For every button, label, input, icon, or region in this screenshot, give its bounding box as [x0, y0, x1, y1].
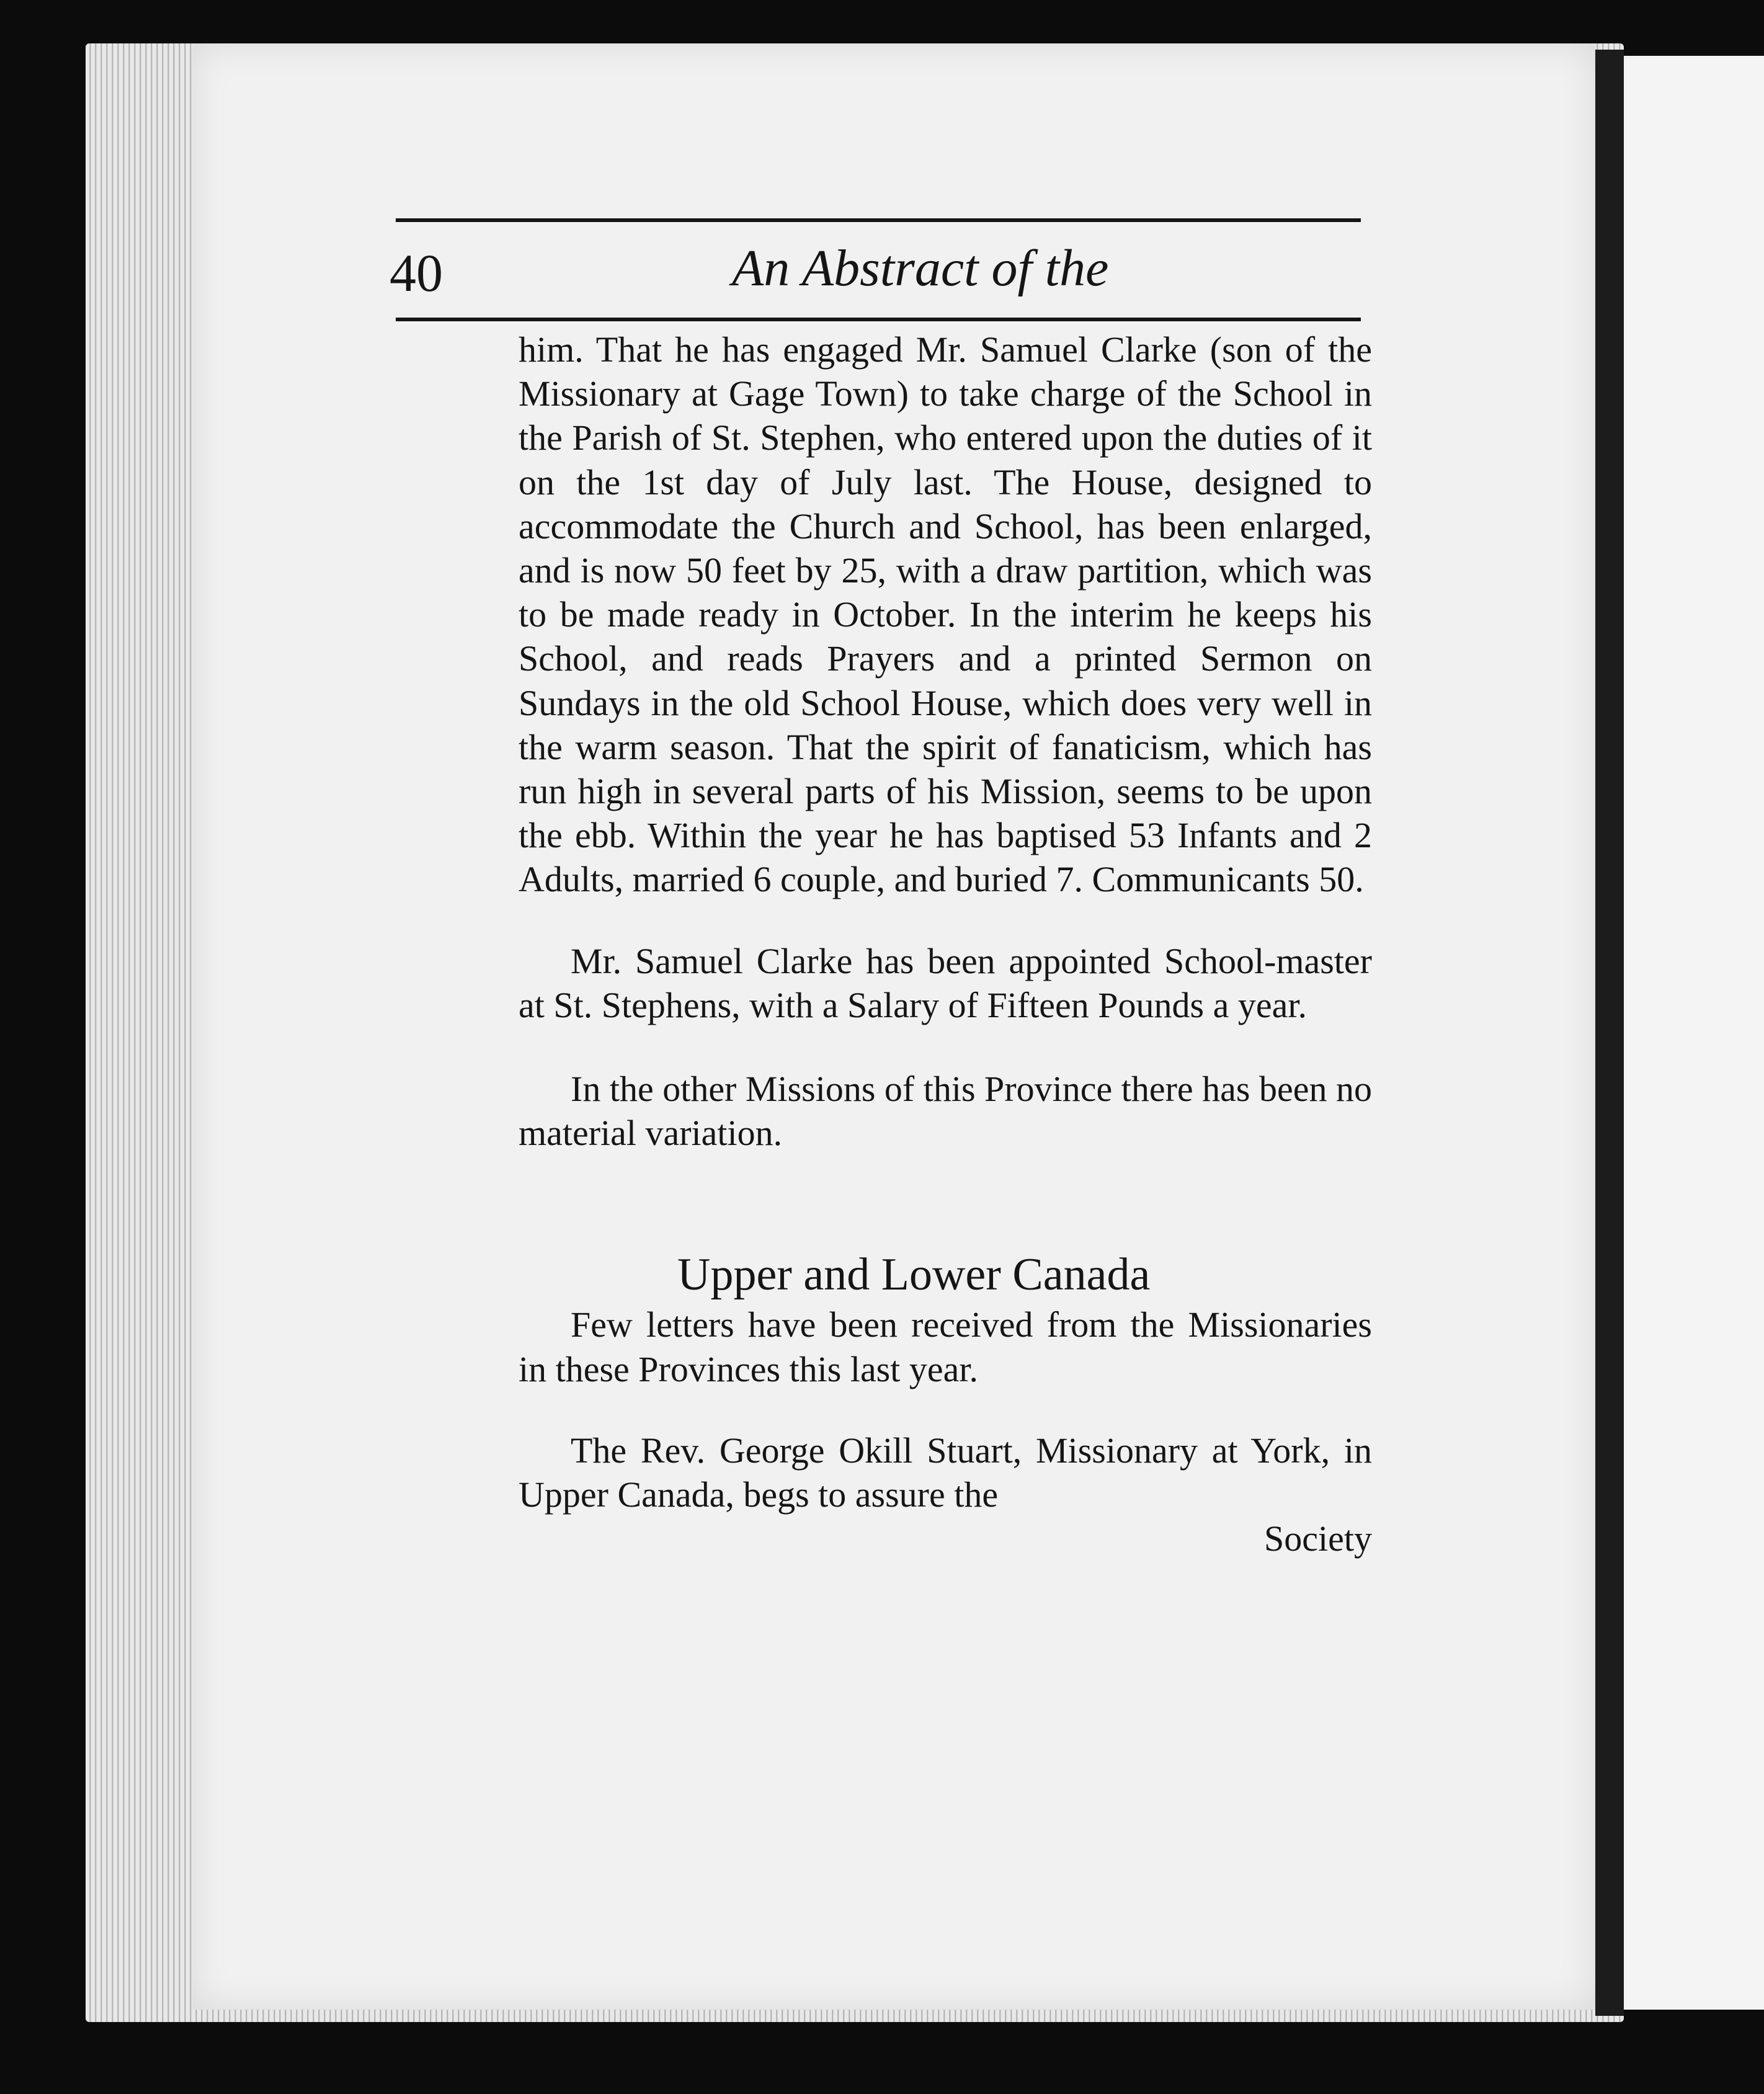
facing-page-edge [1624, 56, 1764, 2010]
running-head: An Abstract of the [732, 239, 1109, 297]
page-number: 40 [390, 243, 443, 303]
paragraph: him. That he has engaged Mr. Samuel Clarke (son of the Missionary at Gage Town) to take charge of the School in the Parish of St. Stephen, who entered upon the duties of it on the 1st day of July last. The House, designed to accommodate the Church and School, has been enlarged, and is now 50 feet by 25, with a draw partition, which was to be made ready in October. In the interim he keeps his School, and reads Prayers and a printed Sermon on Sundays in the old School House, which does very well in the warm season. That the spirit of fanaticism, which has run high in several parts of his Mission, seems to be upon the ebb. Within the year he has baptised 53 Infants and 2 Adults, married 6 couple, and buried 7. Communicants 50. [519, 329, 1372, 900]
catchword: Society [1264, 1518, 1372, 1559]
header-rule-bottom [396, 318, 1361, 321]
paragraph: Few letters have been received from the Missionaries in these Provinces this last year. [519, 1304, 1372, 1389]
paragraph: In the other Missions of this Province there has been no material variation. [519, 1069, 1372, 1154]
header-rule-top [396, 218, 1361, 222]
section-heading: Upper and Lower Canada [677, 1249, 1151, 1301]
paragraph: Mr. Samuel Clarke has been appointed School-master at St. Stephens, with a Salary of Fifteen Pounds a year. [519, 940, 1372, 1025]
body-text [519, 327, 1372, 1561]
paragraph: The Rev. George Okill Stuart, Missionary at York, in Upper Canada, begs to assure the [519, 1430, 1372, 1515]
spine-shadow [1595, 50, 1624, 2016]
